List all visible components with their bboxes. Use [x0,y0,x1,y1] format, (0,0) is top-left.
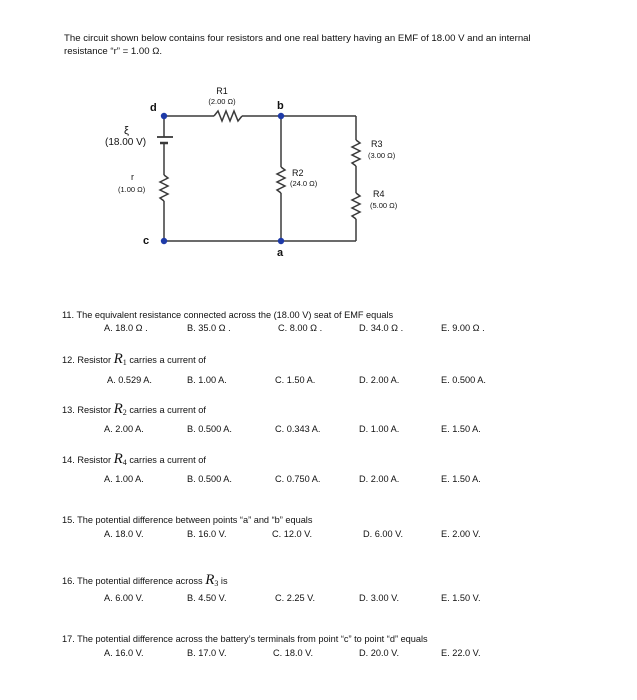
q15-option-d: D. 6.00 V. [363,529,404,539]
node-c-label: c [143,235,150,247]
q12-option-d: D. 2.00 A. [359,375,400,385]
node-b-dot [278,113,284,119]
q15-option-b: B. 16.0 V. [187,529,227,539]
q12-option-c: C. 1.50 A. [275,375,316,385]
node-d-dot [161,113,167,119]
q12-stem-post: carries a current of [129,355,206,365]
q14-option-e: E. 1.50 A. [441,474,481,484]
node-a-dot [278,238,284,244]
q17-option-b: B. 17.0 V. [187,648,227,658]
q13-option-a: A. 2.00 A. [104,424,144,434]
node-d-label: d [150,102,157,114]
q14-resistor-subscript: 4 [122,458,127,467]
q13-option-b: B. 0.500 A. [187,424,232,434]
question-13 [62,401,206,418]
question-14-stem [62,451,206,467]
q15-option-c: C. 12.0 V. [272,529,313,539]
q14-resistor-symbol: R [113,451,123,467]
q11-option-e: E. 9.00 Ω . [441,323,485,333]
q16-resistor-symbol: R [205,572,215,588]
node-b-label: b [277,100,284,112]
question-15-stem: 15. The potential difference between points “a” and “b” equals [62,515,313,525]
intro-line-1: The circuit shown below contains four resistors and one real battery having an EMF of 18.00 V and an internal [64,33,531,44]
node-c-dot [161,238,167,244]
q17-option-d: D. 20.0 V. [359,648,400,658]
q16-option-c: C. 2.25 V. [275,593,316,603]
q16-option-e: E. 1.50 V. [441,593,481,603]
emf-symbol: ξ [124,125,129,137]
q12-option-b: B. 1.00 A. [187,375,227,385]
q13-option-c: C. 0.343 A. [275,424,321,434]
q16-stem-pre: 16. The potential difference across [62,576,203,586]
q14-stem-post: carries a current of [129,455,206,465]
r3-value: (3.00 Ω) [368,151,396,160]
question-12 [62,351,206,368]
question-11-stem: 11. The equivalent resistance connected across the (18.00 V) seat of EMF equals [62,310,394,320]
r4-name: R4 [373,189,385,199]
question-13-stem [62,401,206,417]
q16-option-b: B. 4.50 V. [187,593,227,603]
q12-option-e: E. 0.500 A. [441,375,486,385]
question-14 [62,451,206,468]
r1-resistor [214,111,242,121]
r1-name: R1 [216,86,228,96]
q14-stem-pre: 14. Resistor [62,455,112,465]
question-16-stem [62,572,228,588]
internal-resistor [160,175,168,201]
r2-value: (24.0 Ω) [290,179,318,188]
q13-option-d: D. 1.00 A. [359,424,400,434]
question-17 [62,634,428,644]
r4-value: (5.00 Ω) [370,201,398,210]
q13-resistor-symbol: R [113,401,123,417]
q11-option-d: D. 34.0 Ω . [359,323,404,333]
r3-resistor [352,140,360,166]
internal-r-name: r [131,172,134,182]
q13-resistor-subscript: 2 [122,408,127,417]
emf-value: (18.00 V) [105,137,147,148]
q14-option-a: A. 1.00 A. [104,474,144,484]
r2-resistor [277,167,285,193]
question-11 [62,310,393,320]
circuit-diagram [0,0,637,300]
q16-option-a: A. 6.00 V. [104,593,144,603]
q13-stem-post: carries a current of [129,405,206,415]
r4-resistor [352,193,360,219]
q11-option-a: A. 18.0 Ω . [104,323,148,333]
question-15 [62,515,312,525]
q12-stem-pre: 12. Resistor [62,355,112,365]
q13-stem-pre: 13. Resistor [62,405,112,415]
r2-name: R2 [292,168,304,178]
q17-option-a: A. 16.0 V. [104,648,144,658]
q15-option-e: E. 2.00 V. [441,529,481,539]
q11-option-c: C. 8.00 Ω . [278,323,323,333]
q16-resistor-subscript: 3 [214,579,219,588]
q16-option-d: D. 3.00 V. [359,593,400,603]
question-12-stem [62,351,206,367]
q11-option-b: B. 35.0 Ω . [187,323,231,333]
r1-value: (2.00 Ω) [208,97,236,106]
q12-option-a: A. 0.529 A. [107,375,152,385]
q17-option-c: C. 18.0 V. [273,648,314,658]
r3-name: R3 [371,139,383,149]
node-a-label: a [277,247,284,259]
q14-option-c: C. 0.750 A. [275,474,321,484]
q14-option-b: B. 0.500 A. [187,474,232,484]
question-17-stem: 17. The potential difference across the battery’s terminals from point “c” to point “d” equals [62,634,428,644]
q13-option-e: E. 1.50 A. [441,424,481,434]
q14-option-d: D. 2.00 A. [359,474,400,484]
q12-resistor-symbol: R [113,351,123,367]
question-16 [62,572,228,589]
q12-resistor-subscript: 1 [122,358,127,367]
q17-option-e: E. 22.0 V. [441,648,481,658]
q16-stem-post: is [220,576,228,586]
internal-r-value: (1.00 Ω) [118,185,146,194]
q15-option-a: A. 18.0 V. [104,529,144,539]
intro-line-2: resistance “r” = 1.00 Ω. [64,46,163,57]
